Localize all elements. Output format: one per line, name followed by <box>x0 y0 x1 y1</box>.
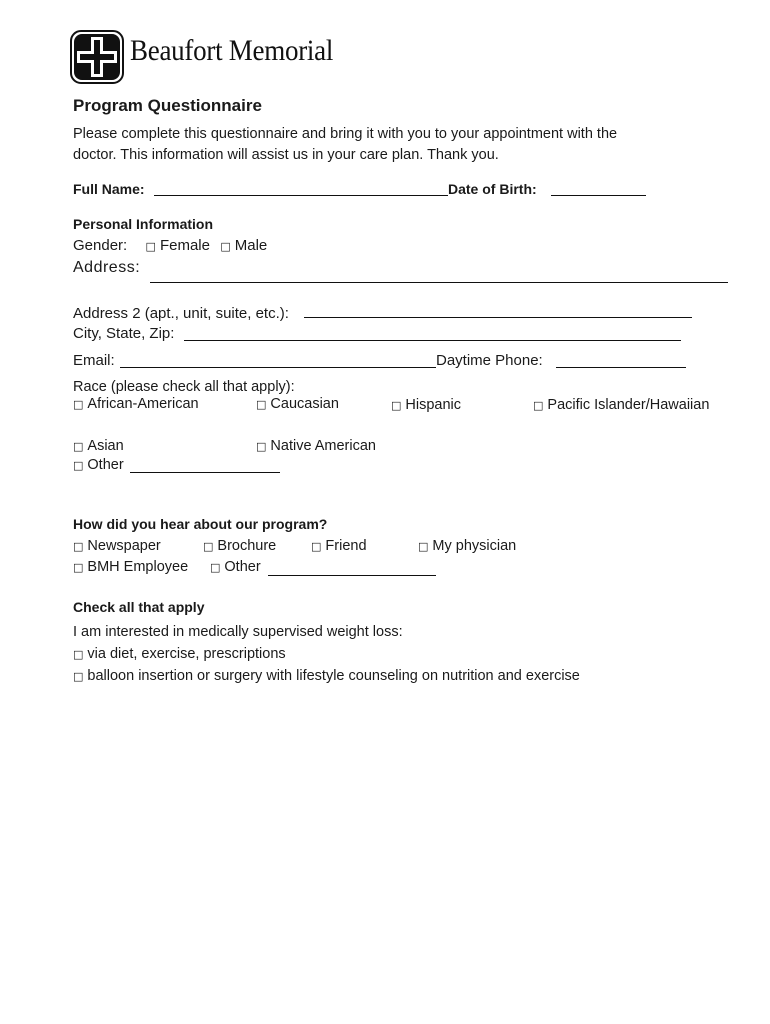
race-hispanic-checkbox[interactable]: □ Hispanic <box>391 397 462 413</box>
address2-field[interactable] <box>304 317 692 318</box>
full-name-field[interactable] <box>154 195 448 196</box>
form-title: Program Questionnaire <box>73 96 262 115</box>
personal-info-heading: Personal Information <box>73 216 214 232</box>
full-name-label: Full Name: <box>73 181 145 197</box>
dob-label: Date of Birth: <box>448 181 537 197</box>
hear-brochure-checkbox[interactable]: □ Brochure <box>203 538 277 554</box>
race-caucasian-checkbox[interactable]: □ Caucasian <box>256 396 339 412</box>
race-asian-checkbox[interactable]: □ Asian <box>73 438 124 454</box>
race-african-american-checkbox[interactable]: □ African-American <box>73 396 199 412</box>
gender-label: Gender: <box>73 237 128 254</box>
org-name: Beaufort Memorial <box>130 34 334 67</box>
interest-diet-checkbox[interactable]: □ via diet, exercise, prescriptions <box>73 646 286 662</box>
hear-friend-checkbox[interactable]: □ Friend <box>311 538 367 554</box>
hear-other-checkbox[interactable]: □ Other <box>210 559 261 575</box>
address-field[interactable] <box>150 282 728 283</box>
hospital-cross-logo-icon <box>70 30 124 89</box>
race-pacific-islander-checkbox[interactable]: □ Pacific Islander/Hawaiian <box>533 397 710 413</box>
gender-row <box>73 237 267 254</box>
email-label: Email: <box>73 352 115 369</box>
hear-newspaper-checkbox[interactable]: □ Newspaper <box>73 538 161 554</box>
hear-bmh-employee-checkbox[interactable]: □ BMH Employee <box>73 559 189 575</box>
race-native-american-checkbox[interactable]: □ Native American <box>256 438 376 454</box>
city-state-zip-label: City, State, Zip: <box>73 325 175 342</box>
race-other-checkbox[interactable]: □ Other <box>73 457 124 473</box>
intro-line-2: doctor. This information will assist us in your care plan. Thank you. <box>73 147 499 163</box>
interest-balloon-surgery-checkbox[interactable]: □ balloon insertion or surgery with lifestyle counseling on nutrition and exercise <box>73 668 580 684</box>
check-heading: Check all that apply <box>73 599 205 615</box>
hear-heading: How did you hear about our program? <box>73 516 328 532</box>
gender-female-checkbox[interactable]: □ Female <box>145 237 210 254</box>
address2-label: Address 2 (apt., unit, suite, etc.): <box>73 305 289 322</box>
daytime-phone-label: Daytime Phone: <box>436 352 543 369</box>
interest-text: I am interested in medically supervised weight loss: <box>73 624 403 640</box>
city-state-zip-field[interactable] <box>184 340 681 341</box>
dob-field[interactable] <box>551 195 646 196</box>
race-other-field[interactable] <box>130 472 280 473</box>
race-label: Race (please check all that apply): <box>73 379 295 395</box>
hear-my-physician-checkbox[interactable]: □ My physician <box>418 538 517 554</box>
intro-line-1: Please complete this questionnaire and bring it with you to your appointment with the <box>73 126 618 142</box>
daytime-phone-field[interactable] <box>556 367 686 368</box>
email-field[interactable] <box>120 367 436 368</box>
hear-other-field[interactable] <box>268 575 436 576</box>
gender-male-checkbox[interactable]: □ Male <box>220 237 268 254</box>
address-label: Address: <box>73 259 141 276</box>
